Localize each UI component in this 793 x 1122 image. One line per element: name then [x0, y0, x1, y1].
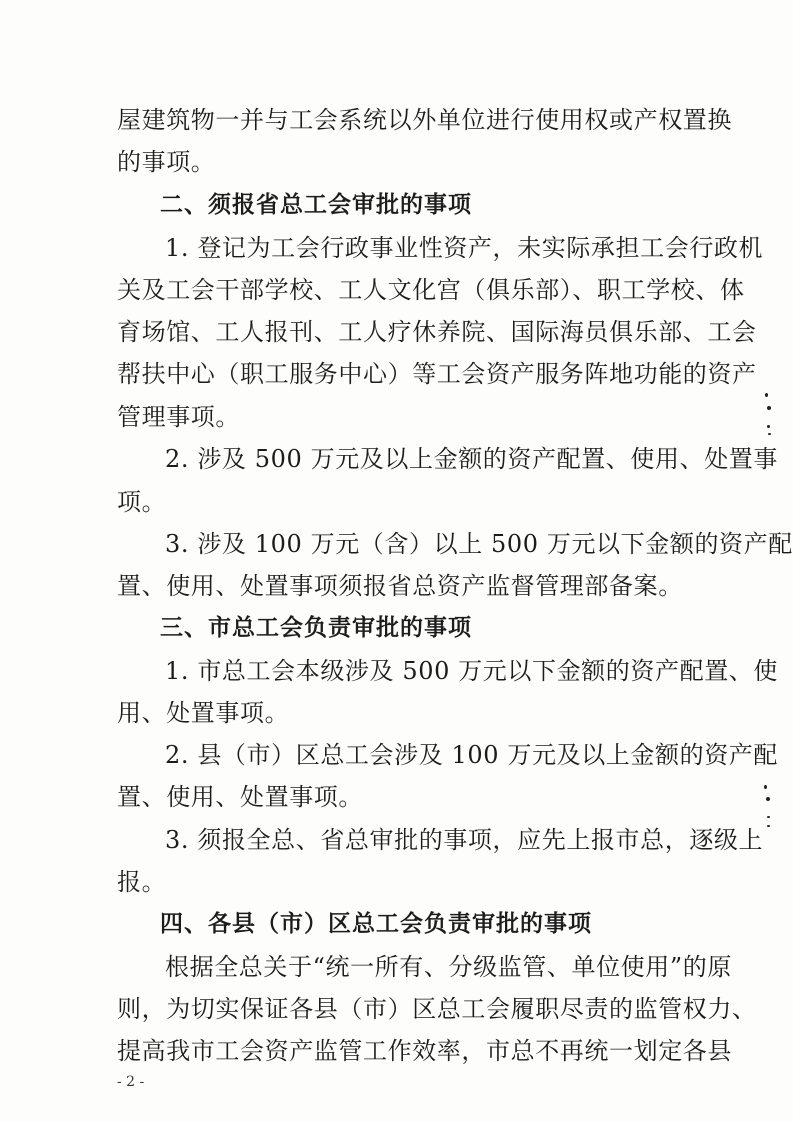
body-line: 3. 涉及 100 万元（含）以上 500 万元以下金额的资产配	[165, 530, 793, 558]
section-heading-3: 三、市总工会负责审批的事项	[160, 615, 472, 641]
body-line: 用、处置事项。	[117, 699, 290, 727]
section-heading-4: 四、各县（市）区总工会负责审批的事项	[160, 911, 592, 937]
body-line: 根据全总关于“统一所有、分级监管、单位使用”的原	[165, 953, 732, 981]
scan-speck	[768, 433, 771, 435]
body-line: 3. 须报全总、省总审批的事项，应先上报市总，逐级上	[165, 826, 764, 854]
body-line: 育场馆、工人报刊、工人疗休养院、国际海员俱乐部、工会	[117, 318, 757, 346]
body-line: 置、使用、处置事项。	[117, 783, 363, 811]
body-line: 1. 市总工会本级涉及 500 万元以下金额的资产配置、使	[165, 657, 778, 685]
body-line: 2. 县（市）区总工会涉及 100 万元及以上金额的资产配	[165, 741, 778, 769]
body-line: 置、使用、处置事项须报省总资产监督管理部备案。	[117, 572, 683, 600]
body-line: 1. 登记为工会行政事业性资产，未实际承担工会行政机	[165, 234, 764, 262]
body-line: 提高我市工会资产监管工作效率，市总不再统一划定各县	[117, 1037, 732, 1065]
scan-speck	[765, 393, 768, 397]
body-line: 关及工会干部学校、工人文化宫（俱乐部）、职工学校、体	[117, 276, 745, 304]
section-heading-2: 二、须报省总工会审批的事项	[160, 192, 472, 218]
scan-speck	[767, 825, 770, 827]
scan-speck	[767, 816, 770, 818]
body-line: 2. 涉及 500 万元及以上金额的资产配置、使用、处置事	[165, 445, 778, 473]
body-line: 则，为切实保证各县（市）区总工会履职尽责的监管权力、	[117, 995, 757, 1023]
body-line: 屋建筑物一并与工会系统以外单位进行使用权或产权置换	[117, 106, 732, 134]
scan-speck	[767, 425, 770, 428]
body-line: 报。	[117, 868, 167, 896]
body-line: 项。	[117, 488, 167, 516]
body-line: 管理事项。	[117, 403, 240, 431]
scan-speck	[764, 785, 767, 789]
body-line: 帮扶中心（职工服务中心）等工会资产服务阵地功能的资产	[117, 360, 757, 388]
body-line: 的事项。	[117, 148, 216, 176]
scan-speck	[766, 797, 770, 801]
scan-speck	[767, 406, 771, 410]
page-number: - 2 -	[117, 1074, 145, 1090]
